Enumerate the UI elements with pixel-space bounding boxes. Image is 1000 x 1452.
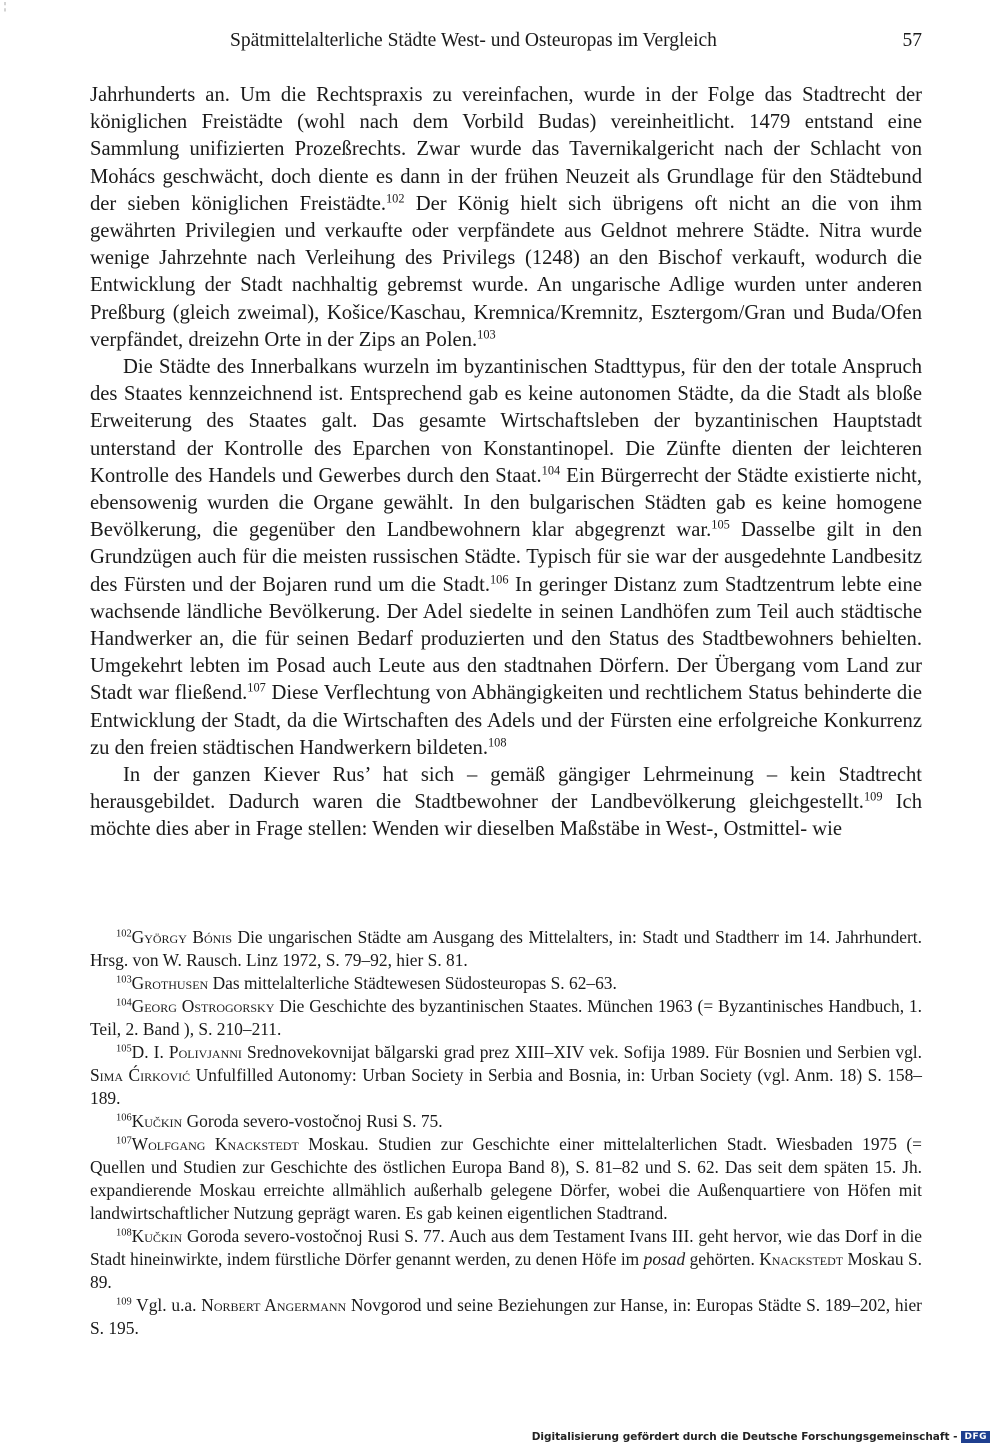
footnote-105: $^{105}$D. I. Polivjanni Srednovekovnijat bălgarski grad prez XIII–XIV vek. Sofija 1989. Für Bosnien und Serbien vgl. Sima Ćirković Unfulfilled Autonomy: Urban Society in Serbia and Bosnia, in: Urban Society (vgl. Anm. 18) S. 158–189.	[90, 1042, 922, 1108]
footnote-ref-104[interactable]: 104	[541, 463, 561, 478]
footnote-author: Knackstedt	[759, 1249, 844, 1269]
footnote-ref-102[interactable]: 102	[386, 191, 405, 206]
footnote-ref-107[interactable]: 107	[247, 680, 266, 695]
footnote-ref-105[interactable]: 105	[711, 517, 730, 532]
footnote-author: Norbert Angermann	[201, 1295, 347, 1315]
running-title: Spätmittelalterliche Städte West- und Osteuropas im Vergleich	[230, 30, 717, 51]
footnote-108: $^{108}$Kučkin Goroda severo-vostočnoj Rusi S. 77. Auch aus dem Testament Ivans III. geht hervor, wie das Dorf in die Stadt hineinwirkte, indem fürstliche Dörfer genannt werden, zu denen Höfe im posad gehörten. Knackstedt Moskau S. 89.	[90, 1226, 922, 1292]
footnote-author: György Bónis	[131, 927, 232, 947]
footnote-ref-108[interactable]: 108	[488, 735, 507, 750]
dfg-logo: DFG	[961, 1431, 990, 1443]
footnotes	[90, 926, 922, 1340]
footnote-103: $^{103}$Grothusen Das mittelalterliche Städtewesen Südosteuropas S. 62–63.	[116, 973, 617, 993]
footnote-ref-106[interactable]: 106	[489, 572, 509, 586]
digitization-credit	[532, 1429, 990, 1445]
footnote-author: Kučkin	[131, 1226, 183, 1246]
scan-edge-mark: ¦	[4, 1, 7, 12]
footnote-106: $^{106}$Kučkin Goroda severo-vostočnoj Rusi S. 75.	[116, 1111, 443, 1131]
footnote-ref-103[interactable]: 103	[477, 327, 496, 342]
footnote-ref-109[interactable]: 109	[863, 789, 883, 804]
paragraph-1: Jahrhunderts an. Um die Rechtspraxis zu vereinfachen, wurde in der Folge das Stadtrecht der königlichen Freistädte (wohl nach dem Vorbild Budas) vereinheitlicht. 1479 entstand eine Sammlung unifizierten Prozeßrechts. Zwar wurde das Tavernikalgericht nach der Schlacht von Mohács geschwächt, doch diente es dann in der frühen Neuzeit als Grundlage für den Städtebund der sieben königlichen Freistädte.$^{102}$ Der König hielt sich übrigens oft nicht an die von ihm gewährten Privilegien und verkaufte oder verpfändete aus Geldnot mehrere Städte. Nitra wurde wenige Jahrzehnte nach Verleihung des Privilegs (1248) an den Bischof verkauft, wodurch die Entwicklung der Stadt nachhaltig gebremst wurde. An ungarische Adlige wurden unter anderen Preßburg (gleich zweimal), Košice/Kaschau, Kremnica/Kremnitz, Esztergom/Gran und Buda/Ofen verpfändet, dreizehn Orte in der Zips an Polen.$^{103}$	[90, 84, 923, 351]
credit-text: Digitalisierung gefördert durch die Deutsche Forschungsgemeinschaft -	[531, 1431, 958, 1443]
footnote-author: Grothusen	[131, 973, 209, 993]
footnote-author: Georg Ostrogorsky	[131, 996, 275, 1016]
paragraph-2: Die Städte des Innerbalkans wurzeln im byzantinischen Stadttypus, für den der totale Anspruch des Staates kennzeichnend ist. Entsprechend gab es keine autonomen Städte, da die Stadt als bloße Erweiterung des Staates galt. Das gesamte Wirtschaftsleben der byzantinischen Hauptstadt unterstand der Kontrolle des Eparchen von Konstantinopel. Die Zünfte dienten der leichteren Kontrolle des Handels und Gewerbes durch den Staat.$^{104}$ Ein Bürgerrecht der Städte existierte nicht, ebensowenig wurden die Organe gewählt. In den bulgarischen Städten gab es keine homogene Bevölkerung, die gegenüber den Landbewohnern klar abgegrenzt war.$^{105}$ Dasselbe gilt in den Grundzügen auch für die meisten russischen Städte. Typisch für sie war der ausgedehnte Landbesitz des Fürsten und der Bojaren rund um die Stadt.$^{106}$ In geringer Distanz zum Stadtzentrum lebte eine wachsende ländliche Bevölkerung. Der Adel siedelte in seinen Landhöfen zum Teil auch städtische Handwerker an, die für seinen Bedarf produzierten und den Status des Stadtbewohners behielten. Umgekehrt lebten im Posad auch Leute aus den stadtnahen Dörfern. Der Übergang vom Land zur Stadt war fließend.$^{107}$ Diese Verflechtung von Abhängigkeiten und rechtlichem Status behinderte die Entwicklung der Stadt, da die Wirtschaften des Adels und der Fürsten eine erfolgreiche Konkurrenz zu den freien städtischen Handwerkern bildeten.$^{108}$	[90, 356, 922, 759]
footnote-author: Wolfgang Knackstedt	[131, 1134, 299, 1154]
footnote-107: $^{107}$Wolfgang Knackstedt Moskau. Studien zur Geschichte einer mittelalterlichen Stadt. Wiesbaden 1975 (= Quellen und Studien zur Geschichte des östlichen Europa Band 8), S. 81–82 und S. 62. Das seit dem späten 15. Jh. expandierende Moskau erreichte allmählich außerhalb gelegene Dörfer, wobei die Außenquartiere von Höfen mit landwirtschaftlicher Nutzung geprägt waren. Es gab keinen eigentlichen Stadtrand.	[90, 1134, 922, 1223]
body-text	[90, 82, 922, 844]
paragraph-3: In der ganzen Kiever Rus’ hat sich – gemäß gängiger Lehrmeinung – kein Stadtrecht herausgebildet. Dadurch waren die Stadtbewohner der Landbevölkerung gleichgestellt.$^{109}$ Ich möchte dies aber in Frage stellen: Wenden wir dieselben Maßstäbe in West-, Ostmittel- wie	[90, 764, 922, 841]
running-head	[90, 30, 922, 58]
footnote-104: $^{104}$Georg Ostrogorsky Die Geschichte des byzantinischen Staates. München 1963 (= Byzantinisches Handbuch, 1. Teil, 2. Band ), S. 210–211.	[90, 996, 922, 1039]
footnote-author: Kučkin	[131, 1111, 183, 1131]
page-number: 57	[902, 30, 922, 51]
footnote-109: $^{109}$ Vgl. u.a. Norbert Angermann Novgorod und seine Beziehungen zur Hanse, in: Europas Städte S. 189–202, hier S. 195.	[90, 1295, 922, 1338]
footnote-102: $^{102}$György Bónis Die ungarischen Städte am Ausgang des Mittelalters, in: Stadt und Stadtherr im 14. Jahrhundert. Hrsg. von W. Rausch. Linz 1972, S. 79–92, hier S. 81.	[90, 927, 922, 970]
footnote-author: Sima Ćirković	[90, 1065, 191, 1085]
footnote-author: D. I. Polivjanni	[131, 1042, 242, 1062]
